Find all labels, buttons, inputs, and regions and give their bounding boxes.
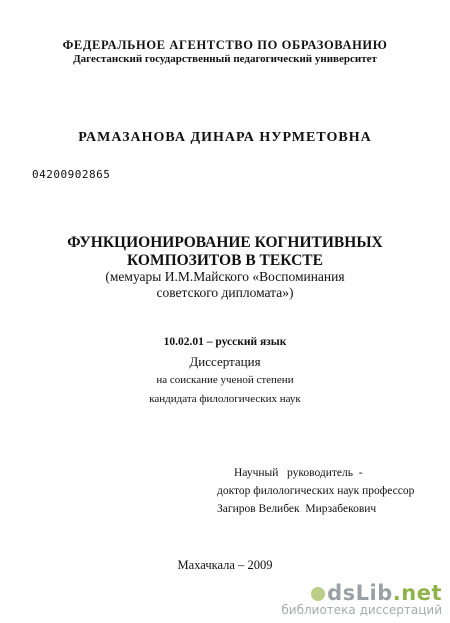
title-line-1: ФУНКЦИОНИРОВАНИЕ КОГНИТИВНЫХ bbox=[67, 234, 383, 251]
subtitle-line-1: (мемуары И.М.Майского «Воспоминания bbox=[105, 269, 345, 284]
author-name: РАМАЗАНОВА ДИНАРА НУРМЕТОВНА bbox=[78, 130, 372, 145]
specialty: 10.02.01 – русский язык bbox=[163, 336, 287, 348]
supervisor-label: Научный руководитель - bbox=[234, 467, 363, 479]
supervisor-rank: доктор филологических наук профессор bbox=[217, 485, 415, 497]
agency-name: ФЕДЕРАЛЬНОЕ АГЕНТСТВО ПО ОБРАЗОВАНИЮ bbox=[62, 38, 388, 52]
watermark-logo bbox=[281, 581, 442, 605]
watermark bbox=[281, 581, 442, 617]
speech-bubble-icon bbox=[311, 587, 325, 601]
footer-city-year: Махачкала – 2009 bbox=[177, 558, 273, 572]
watermark-subtitle: библиотека диссертаций bbox=[281, 603, 442, 617]
degree-line-2: кандидата филологических наук bbox=[149, 393, 301, 405]
subtitle-line-2: советского дипломата») bbox=[156, 285, 294, 300]
title-line-2: КОМПОЗИТОВ В ТЕКСТЕ bbox=[127, 252, 323, 269]
supervisor-name: Загиров Велибек Мирзабекович bbox=[217, 503, 377, 515]
document-type: Диссертация bbox=[189, 354, 261, 369]
university-name: Дагестанский государственный педагогический университет bbox=[73, 53, 377, 65]
watermark-logo-main: dsLib bbox=[327, 581, 393, 605]
watermark-logo-tld: .net bbox=[392, 581, 442, 605]
registry-number: 04200902865 bbox=[32, 168, 111, 181]
degree-line-1: на соискание ученой степени bbox=[156, 374, 294, 386]
